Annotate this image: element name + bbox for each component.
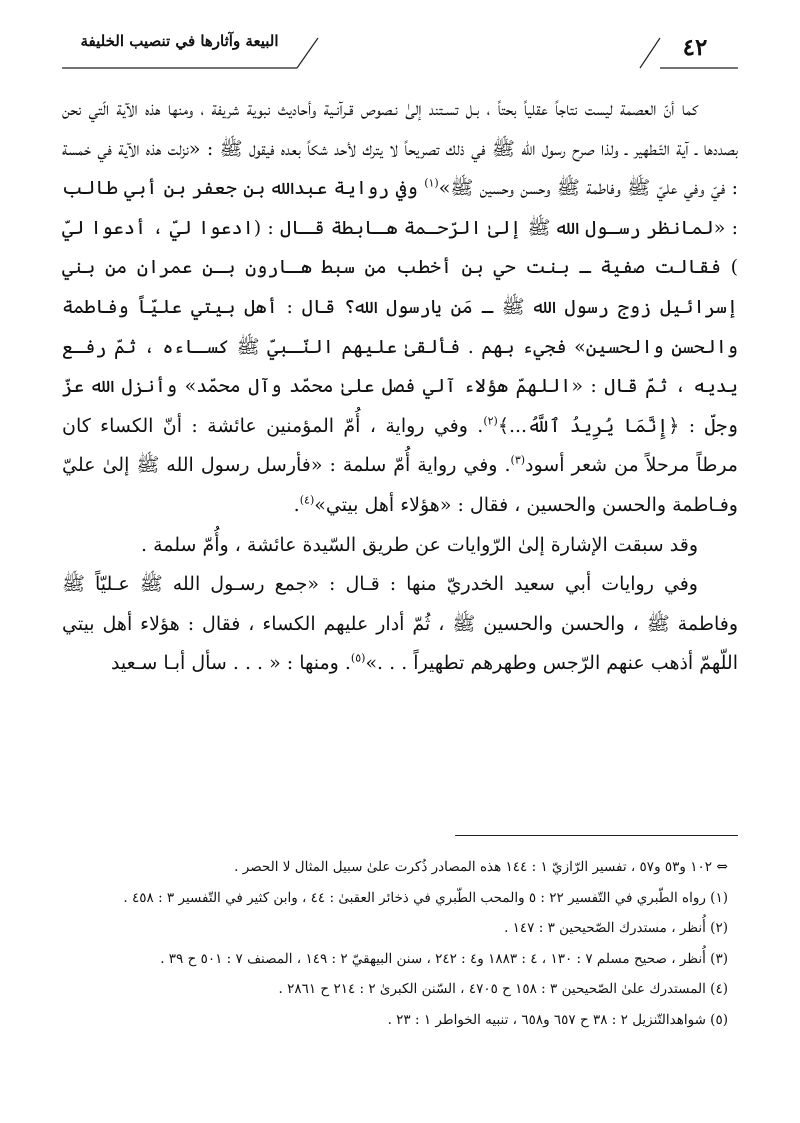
footnote-continued: ⇔ ١٠٢ و٥٣ و٥٧ ، تفسير الرّازيّ ١ : ١٤٤ هذه المصادر ذُكرت علىٰ سبيل المثال لا الحصر . <box>234 859 728 875</box>
footnote-ref-5: (٥) <box>350 651 366 665</box>
footnote-ref-4: (٤) <box>299 493 315 507</box>
footnote-3: (٣) أُنظر ، صحيح مسلم ٧ : ١٣٠ ، ٤ : ١٨٨٣ و٤ : ٢٤٢ ، سنن البيهقيّ ٢ : ١٤٩ ، المصنف ٧ : ٥٠١ ح ٣٩ . <box>160 950 728 967</box>
page-number: ٤٢ <box>682 34 708 61</box>
footnote-2: (٢) أُنظر ، مستدرك الصّحيحين ٣ : ١٤٧ . <box>504 920 728 936</box>
paragraph-2: وقد سبقت الإشارة إلىٰ الرّوايات عن طريق السّيدة عائشة ، وأُمّ سلمة . <box>141 533 698 556</box>
footnotes <box>62 852 738 1035</box>
continuation-arrow-icon: ⇔ <box>716 859 728 875</box>
footnote-separator <box>455 835 738 836</box>
paragraph-1: كما أنّ العصمة ليست نتاجاً عقلياً بحتاً ، بـل تسـتند إلىٰ نـصوص قـرآنـية وأحاديث نبوية شريفة ، ومنها هذه الآية الّتي نحن بصددها ـ آية التّـطهير ـ ولذا صرح رسول الله ﷺ في ذلك تصريحاً لا يترك لأحد شكاً بعده فيقول ﷺ : «نزلت هذه الآية في خمسة : فيّ وفي عليّ ﷺ وفاطمة ﷺ وحسن وحسين ﷺ»$^{(١)}$ وفي رواية عبدالله بن جعفر بن أبي طالب : «لمانظر رسـول الله ﷺ إلىٰ الرّحـمة هـابطة قـال : (ادعوا ليّ ، أدعوا ليّ ) فقالت صفية ـ بنت حي بن أخطب من سبط هـارون بـن عمران من بني إسرائيل زوج رسول الله ﷺ ـ مَن يارسول الله؟ قال : أهل بيتي عليّاً وفاطمة والحسن والحسين» فجيء بهم . فألقىٰ عليهم النّـبيّ ﷺ كسـاءه ، ثمّ رفـع يديه ، ثمّ قال : «اللهمّ هؤلاء آلي فصل علىٰ محمّد وآل محمّد» وأنزل الله عزّ وجلّ : ﴿إِنَّمَا يُرِيدُ ٱللَّهُ...﴾$^{(٢)}$. وفي رواية ، أُمّ المؤمنين عائشة : أنّ الكساء كان مرطاً مرحلاً من شعر أسود$^{(٣)}$. وفي رواية أُمّ سلمة : «فأرسل رسول الله ﷺ إلىٰ عليّ وفـاطمة والحسن والحسين ، فقال : «هؤلاء أهل بيتي»$^{(٤)}$. <box>62 98 738 516</box>
footnote-4: (٤) المستدرك علىٰ الصّحيحين ٣ : ١٥٨ ح ٤٧٠٥ ، السّنن الكبرىٰ ٢ : ٢١٤ ح ٢٨٦١ . <box>278 981 728 997</box>
paragraph-3: وفي روايات أبي سعيد الخدريّ منها : قـال : «جمع رسـول الله ﷺ عـليّاً ﷺ وفاطمة ﷺ ، والحسن والحسين ﷺ ، ثُمّ أدار عليهم الكساء ، فقال : هؤلاء أهل بيتي اللّهمّ أذهب عنهم الرّجس وطهرهم تطهيراً . . .»$^{(٥)}$. ومنها : « . . . سأل أبـا سـعيد <box>62 573 738 675</box>
body-text <box>62 90 738 684</box>
footnote-ref-3: (٣) <box>510 454 526 468</box>
running-title: البيعة وآثارها في تنصيب الخليفة <box>80 32 279 50</box>
footnote-5: (٥) شواهدالتّنزيل ٢ : ٣٨ ح ٦٥٧ و٦٥٨ ، تنبيه الخواطر ١ : ٢٣ . <box>387 1011 728 1028</box>
footnote-ref-2: (٢) <box>483 414 498 428</box>
footnote-1: (١) رواه الطّبري في التّفسير ٢٢ : ٥ والمحب الطّبري في ذخائر العقبىٰ : ٤٤ ، وابن كثير في التّفسير ٣ : ٤٥٨ . <box>123 889 728 906</box>
footnote-ref-1: (١) <box>424 176 439 190</box>
